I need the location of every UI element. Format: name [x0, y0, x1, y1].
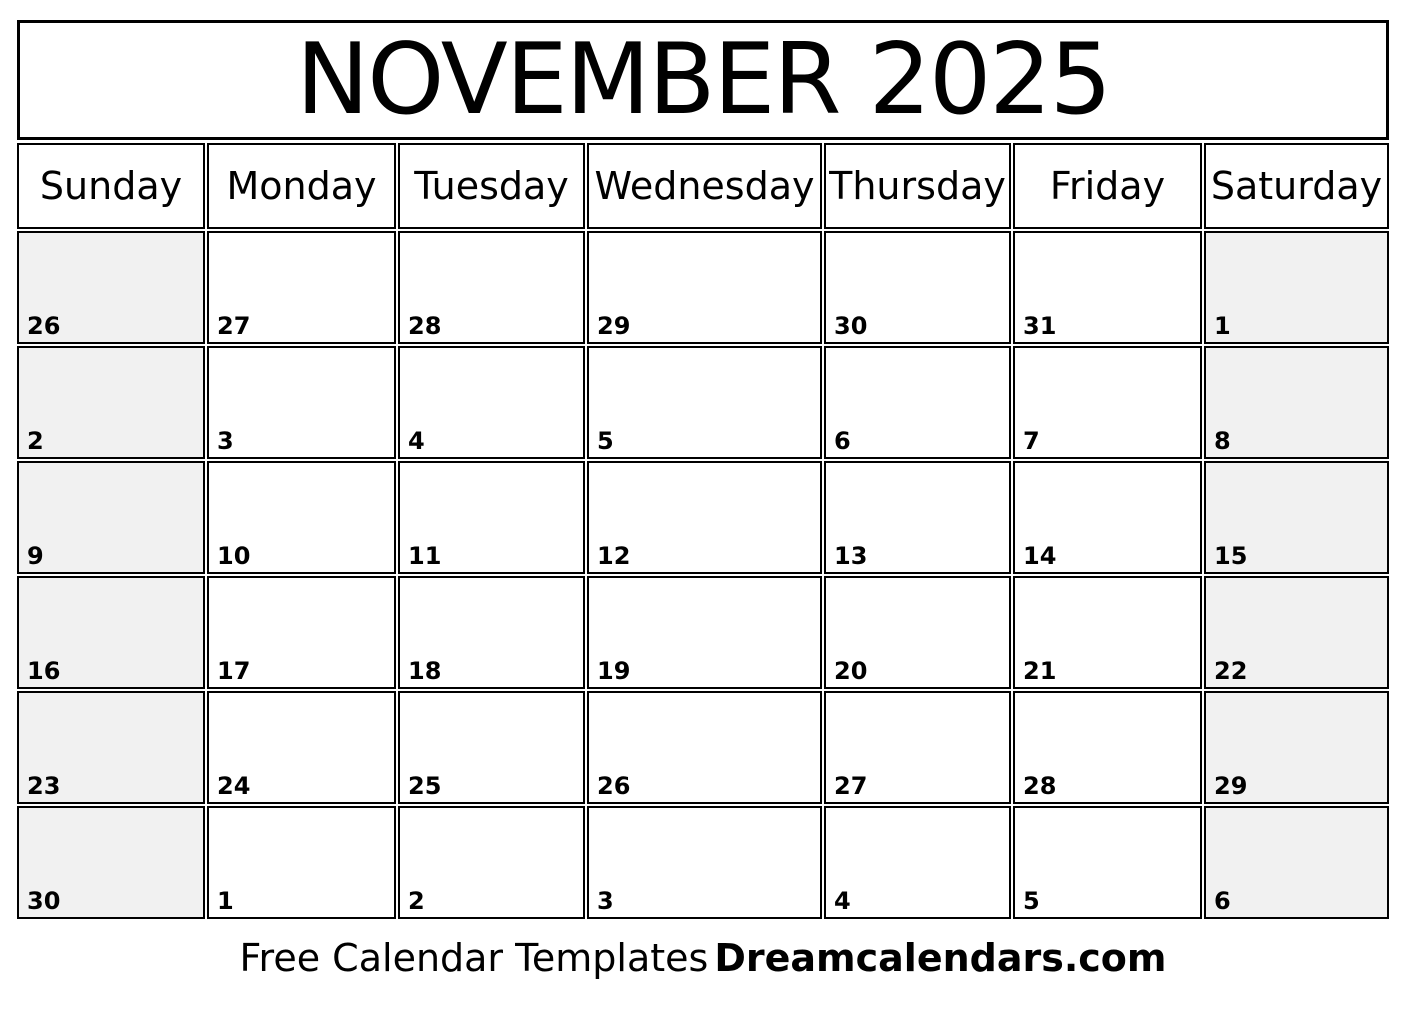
- date-number: 2: [408, 887, 425, 915]
- footer-text: Free Calendar Templates: [239, 936, 709, 980]
- date-number: 5: [597, 427, 614, 455]
- calendar-cell: [824, 231, 1011, 344]
- date-number: 4: [834, 887, 851, 915]
- calendar-cell: [207, 346, 396, 459]
- date-number: 8: [1214, 427, 1231, 455]
- calendar-cell: [17, 346, 205, 459]
- calendar-cell: [1204, 346, 1389, 459]
- calendar-cell: [1204, 576, 1389, 689]
- date-number: 20: [834, 657, 868, 685]
- date-number: 30: [834, 312, 868, 340]
- date-number: 29: [597, 312, 631, 340]
- calendar-cell: [207, 231, 396, 344]
- calendar-cell: [207, 461, 396, 574]
- date-number: 5: [1023, 887, 1040, 915]
- date-number: 28: [1023, 772, 1057, 800]
- date-number: 6: [834, 427, 851, 455]
- date-number: 26: [597, 772, 631, 800]
- date-number: 3: [597, 887, 614, 915]
- calendar-cell: [1204, 461, 1389, 574]
- calendar-cell: [398, 691, 585, 804]
- calendar-cell: [1013, 691, 1202, 804]
- date-number: 16: [27, 657, 61, 685]
- date-number: 24: [217, 772, 251, 800]
- calendar-cell: [1013, 461, 1202, 574]
- date-number: 1: [1214, 312, 1231, 340]
- date-number: 3: [217, 427, 234, 455]
- calendar-cell: [398, 461, 585, 574]
- date-number: 6: [1214, 887, 1231, 915]
- date-number: 28: [408, 312, 442, 340]
- calendar-cell: [207, 576, 396, 689]
- date-number: 13: [834, 542, 868, 570]
- calendar-cell: [1013, 346, 1202, 459]
- calendar-cell: [587, 691, 822, 804]
- date-number: 25: [408, 772, 442, 800]
- calendar-cell: [587, 346, 822, 459]
- footer: [17, 936, 1389, 980]
- calendar-cell: [1204, 806, 1389, 919]
- calendar-cell: [17, 806, 205, 919]
- calendar-cell: [398, 231, 585, 344]
- calendar-cell: [1013, 806, 1202, 919]
- calendar-cell: [398, 806, 585, 919]
- weekday-header-friday: Friday: [1013, 143, 1202, 229]
- calendar-page: [17, 20, 1389, 980]
- date-number: 12: [597, 542, 631, 570]
- calendar-cell: [587, 806, 822, 919]
- calendar-cell: [17, 231, 205, 344]
- weekday-header-monday: Monday: [207, 143, 396, 229]
- date-number: 2: [27, 427, 44, 455]
- date-number: 29: [1214, 772, 1248, 800]
- calendar-cell: [1013, 231, 1202, 344]
- calendar-cell: [587, 231, 822, 344]
- calendar-cell: [1204, 691, 1389, 804]
- calendar-cell: [1204, 231, 1389, 344]
- date-number: 14: [1023, 542, 1057, 570]
- date-number: 18: [408, 657, 442, 685]
- date-number: 1: [217, 887, 234, 915]
- date-number: 7: [1023, 427, 1040, 455]
- calendar-cell: [824, 576, 1011, 689]
- date-number: 15: [1214, 542, 1248, 570]
- calendar-cell: [398, 346, 585, 459]
- calendar-cell: [587, 461, 822, 574]
- footer-brand: Dreamcalendars.com: [714, 936, 1167, 980]
- weekday-header-tuesday: Tuesday: [398, 143, 585, 229]
- date-number: 26: [27, 312, 61, 340]
- weekday-header-row: [17, 143, 1389, 229]
- calendar-cell: [207, 691, 396, 804]
- weekday-header-saturday: Saturday: [1204, 143, 1389, 229]
- calendar-cell: [824, 691, 1011, 804]
- date-number: 31: [1023, 312, 1057, 340]
- calendar-cell: [398, 576, 585, 689]
- calendar-grid: [17, 231, 1389, 919]
- calendar-cell: [17, 576, 205, 689]
- date-number: 22: [1214, 657, 1248, 685]
- date-number: 9: [27, 542, 44, 570]
- calendar-cell: [824, 806, 1011, 919]
- date-number: 30: [27, 887, 61, 915]
- date-number: 17: [217, 657, 251, 685]
- calendar-cell: [1013, 576, 1202, 689]
- weekday-header-thursday: Thursday: [824, 143, 1011, 229]
- calendar-title: NOVEMBER 2025: [295, 23, 1111, 137]
- calendar-cell: [17, 461, 205, 574]
- calendar-cell: [587, 576, 822, 689]
- calendar-cell: [824, 461, 1011, 574]
- date-number: 4: [408, 427, 425, 455]
- calendar-cell: [824, 346, 1011, 459]
- date-number: 11: [408, 542, 442, 570]
- calendar-cell: [207, 806, 396, 919]
- date-number: 19: [597, 657, 631, 685]
- weekday-header-sunday: Sunday: [17, 143, 205, 229]
- date-number: 23: [27, 772, 61, 800]
- calendar-cell: [17, 691, 205, 804]
- date-number: 21: [1023, 657, 1057, 685]
- date-number: 27: [217, 312, 251, 340]
- date-number: 10: [217, 542, 251, 570]
- date-number: 27: [834, 772, 868, 800]
- weekday-header-wednesday: Wednesday: [587, 143, 822, 229]
- title-box: [17, 20, 1389, 140]
